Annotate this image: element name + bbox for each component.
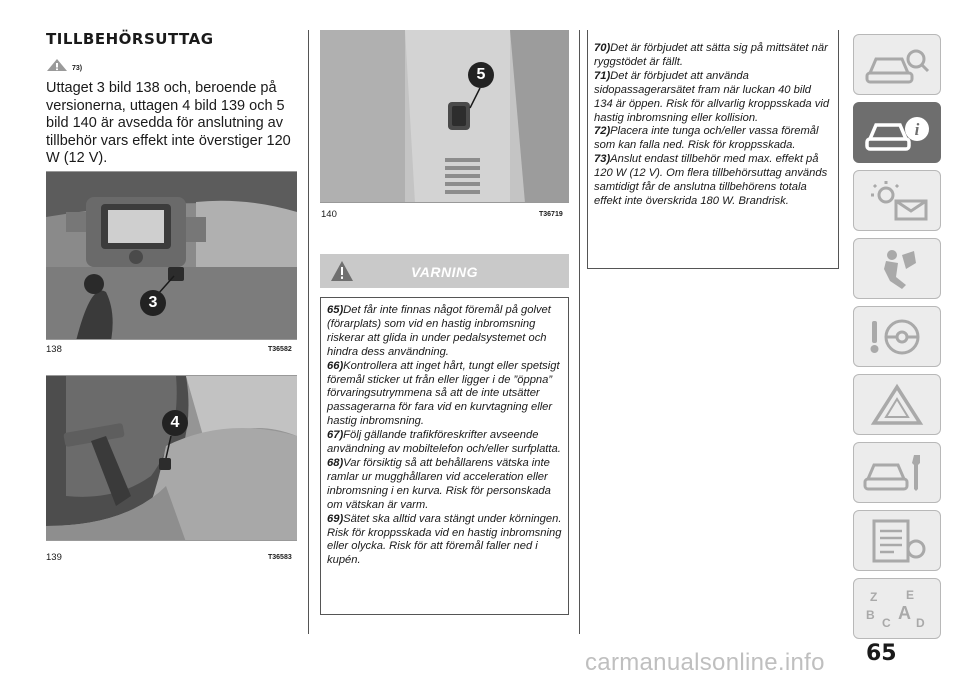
note-item-number: 71) bbox=[594, 69, 611, 82]
svg-text:Z: Z bbox=[870, 589, 878, 604]
figure-138-code: T36582 bbox=[268, 346, 292, 353]
note-item-number: 70) bbox=[594, 42, 611, 54]
warning-item-text: Kontrollera att inget hårt, tungt eller spetsigt föremål sticker ut från eller ligger i de ”öppna” förvaringsutrymmena så att de inte utsätter passagerarna för fara vid en kurvtagning eller hastig inbromsning. bbox=[327, 359, 560, 428]
car-info-icon bbox=[862, 111, 932, 155]
note-item bbox=[594, 42, 832, 70]
callout-4: 4 bbox=[162, 410, 188, 436]
column-divider-right bbox=[579, 30, 580, 634]
key-steering-wheel-icon bbox=[862, 315, 932, 359]
tab-car-service[interactable] bbox=[853, 442, 941, 503]
tab-key-steering[interactable] bbox=[853, 306, 941, 367]
warning-item bbox=[327, 304, 562, 360]
warning-lights-message-icon bbox=[862, 179, 932, 223]
figure-140-caption: 140 bbox=[321, 209, 337, 220]
warning-triangle-icon bbox=[46, 58, 68, 72]
notes-box bbox=[587, 30, 839, 269]
intro-paragraph: Uttaget 3 bild 138 och, beroende på versionerna, uttagen 4 bild 139 och 5 bild 140 är avsedda för anslutning av tillbehör vars effekt inte överstiger 120 W (12 V). bbox=[46, 80, 291, 166]
specifications-list-icon bbox=[862, 519, 932, 563]
callout-5: 5 bbox=[468, 62, 494, 88]
callout-3: 3 bbox=[140, 290, 166, 316]
warning-item-number: 67) bbox=[327, 429, 344, 442]
svg-text:i: i bbox=[914, 119, 920, 139]
warning-item bbox=[327, 457, 562, 513]
svg-text:A: A bbox=[898, 602, 911, 623]
column-divider-left bbox=[308, 30, 309, 634]
warning-item-text: Följ gällande trafikföreskrifter avseende användning av mobiltelefon och/eller surfplatta. bbox=[327, 429, 561, 456]
note-item bbox=[594, 125, 832, 153]
note-item-number: 72) bbox=[594, 125, 611, 138]
figure-139-code: T36583 bbox=[268, 554, 292, 561]
page-number: 65 bbox=[866, 641, 897, 666]
car-search-icon bbox=[862, 43, 932, 87]
warning-item bbox=[327, 360, 562, 430]
note-reference bbox=[46, 58, 82, 72]
note-item bbox=[594, 70, 832, 126]
warning-item-number: 65) bbox=[327, 304, 344, 316]
tab-emergency[interactable] bbox=[853, 374, 941, 435]
note-item bbox=[594, 153, 832, 209]
note-item-text: Det är förbjudet att sätta sig på mittsätet när ryggstödet är fällt. bbox=[594, 42, 828, 68]
figure-140-code: T36719 bbox=[539, 211, 563, 218]
warning-item bbox=[327, 513, 562, 569]
warning-item-number: 66) bbox=[327, 359, 344, 372]
section-heading: TILLBEHÖRSUTTAG bbox=[46, 30, 214, 48]
emergency-triangle-icon bbox=[862, 383, 932, 427]
note-reference-number: 73) bbox=[72, 65, 83, 72]
warning-title: VARNING bbox=[410, 264, 479, 280]
svg-text:D: D bbox=[916, 615, 925, 630]
svg-text:B: B bbox=[866, 607, 875, 622]
tab-specifications[interactable] bbox=[853, 510, 941, 571]
note-item-number: 73) bbox=[594, 153, 611, 166]
watermark: carmanualsonline.info bbox=[585, 649, 825, 676]
warning-item-text: Det får inte finnas något föremål på golvet (förarplats) som vid en hastig inbromsning riskerar att glida in under pedalsystemet och hindra dess användning. bbox=[327, 304, 551, 358]
warning-box bbox=[320, 297, 569, 615]
warning-item-text: Var försiktig så att behållarens vätska inte ramlar ur mugghållaren vid acceleration eller inbromsning i en kurva. Risk för personskada om vätskan är varm. bbox=[327, 456, 551, 511]
figure-138-dashboard-photo bbox=[46, 171, 297, 340]
warning-item-number: 68) bbox=[327, 456, 344, 469]
tab-warning-lights[interactable] bbox=[853, 170, 941, 231]
note-item-text: Anslut endast tillbehör med max. effekt på 120 W (12 V). Om flera tillbehörsuttag används samtidigt får de anslutna tillbehörens totala effekt inte överskrida 180 W. Brandrisk. bbox=[594, 153, 828, 207]
warning-item bbox=[327, 429, 562, 457]
tab-airbag-seat[interactable] bbox=[853, 238, 941, 299]
tab-car-search[interactable] bbox=[853, 34, 941, 95]
figure-140-pillar-photo bbox=[320, 30, 569, 203]
airbag-seat-icon bbox=[862, 247, 932, 291]
figure-138-caption: 138 bbox=[46, 344, 62, 355]
svg-text:E: E bbox=[906, 587, 915, 602]
note-item-text: Det är förbjudet att använda sidopassagerarsätet fram när luckan 40 bild 134 är öppen. Risk för allvarlig kroppsskada vid hastig inbromsning eller kollision. bbox=[594, 69, 830, 124]
svg-text:C: C bbox=[882, 615, 891, 630]
tab-alphabet-index[interactable] bbox=[853, 578, 941, 639]
note-item-text: Placera inte tunga och/eller vassa föremål som kan falla ned. Risk för kroppsskada. bbox=[594, 125, 819, 152]
figure-139-caption: 139 bbox=[46, 552, 62, 563]
figure-139-seat-photo bbox=[46, 375, 297, 541]
car-wrench-icon bbox=[862, 451, 932, 495]
warning-item-text: Sätet ska alltid vara stängt under körningen. Risk för kroppsskada vid en hastig inbromsning eller olycka. Risk för att föremål faller ned i kupén. bbox=[327, 512, 562, 567]
warning-header bbox=[320, 254, 569, 288]
alphabet-index-icon bbox=[862, 587, 932, 631]
tab-car-info[interactable] bbox=[853, 102, 941, 163]
warning-item-number: 69) bbox=[327, 512, 344, 525]
